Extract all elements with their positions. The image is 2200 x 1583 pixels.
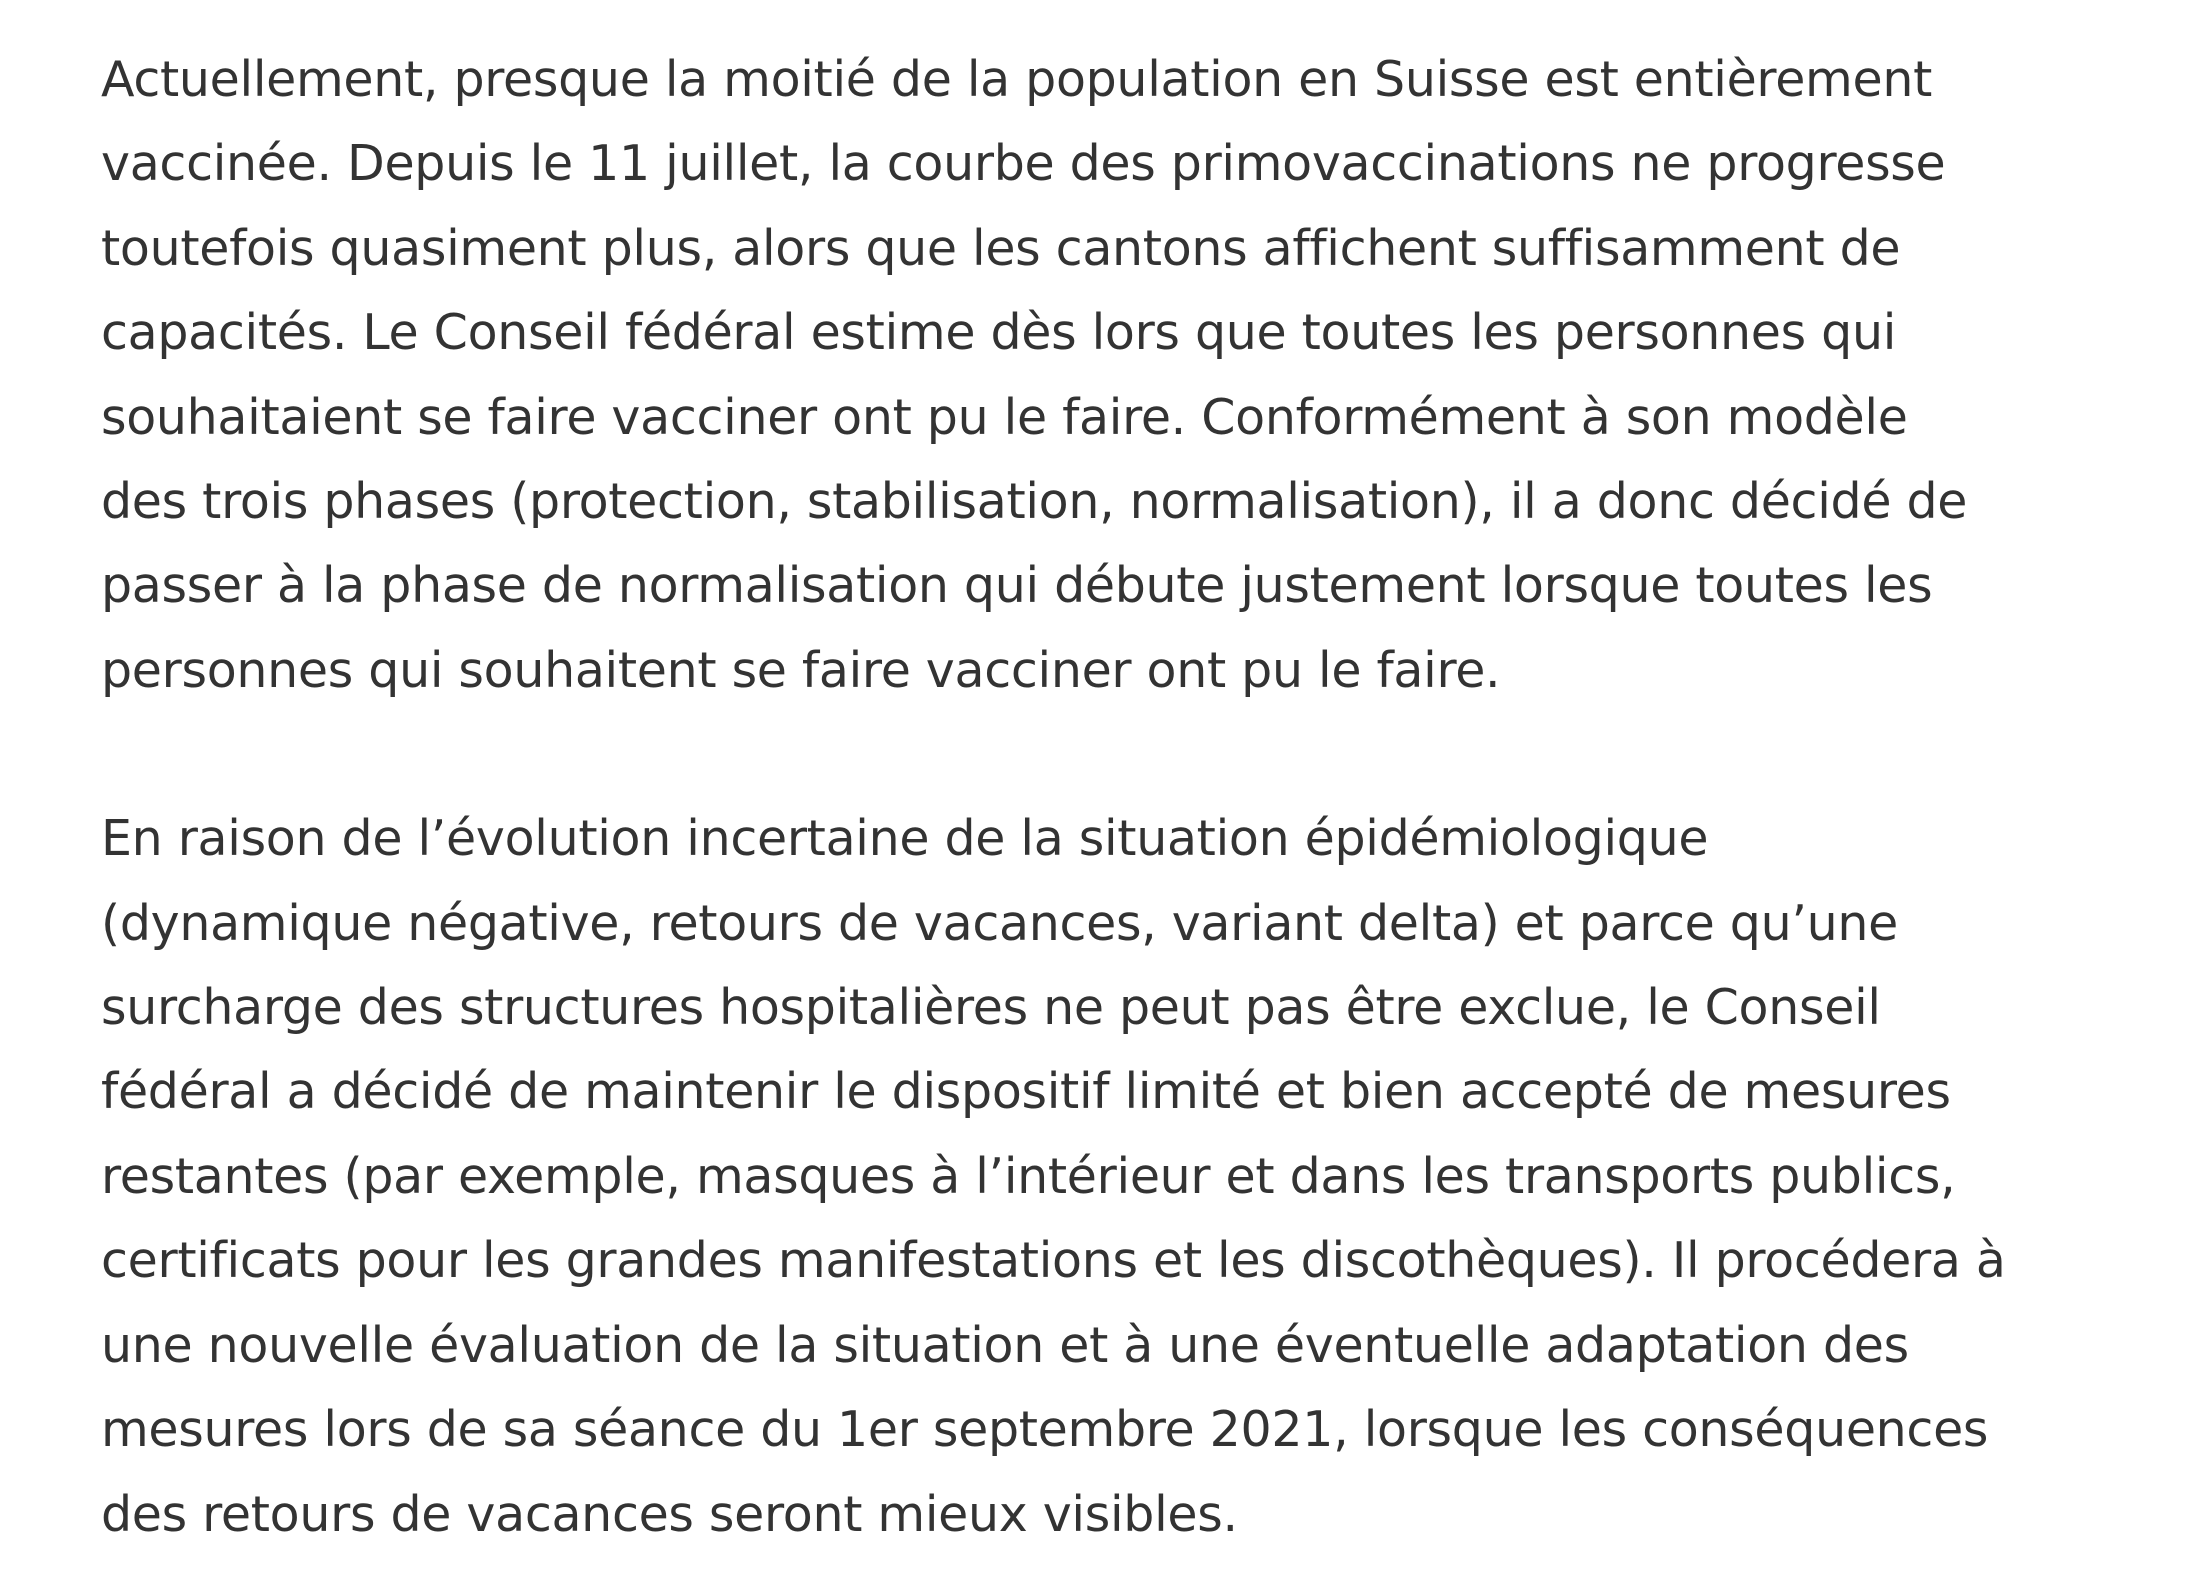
paragraph-mesures-restantes — [101, 797, 2141, 1557]
text-line: des retours de vacances seront mieux visibles. — [101, 1485, 1238, 1543]
text-line: vaccinée. Depuis le 11 juillet, la courbe des primovaccinations ne progresse — [101, 135, 1946, 193]
text-line: fédéral a décidé de maintenir le dispositif limité et bien accepté de mesures — [101, 1063, 1951, 1121]
text-line: (dynamique négative, retours de vacances, variant delta) et parce qu’une — [101, 894, 1898, 952]
text-line: des trois phases (protection, stabilisation, normalisation), il a donc décidé de — [101, 473, 1968, 531]
text-line: surcharge des structures hospitalières ne peut pas être exclue, le Conseil — [101, 979, 1881, 1037]
text-line: passer à la phase de normalisation qui débute justement lorsque toutes les — [101, 557, 1933, 615]
text-line: toutefois quasiment plus, alors que les cantons affichent suffisamment de — [101, 219, 1901, 277]
text-line: capacités. Le Conseil fédéral estime dès lors que toutes les personnes qui — [101, 304, 1897, 362]
text-line: restantes (par exemple, masques à l’intérieur et dans les transports publics, — [101, 1147, 1956, 1205]
text-line: Actuellement, presque la moitié de la population en Suisse est entièrement — [101, 51, 1932, 108]
text-line: souhaitaient se faire vacciner ont pu le faire. Conformément à son modèle — [101, 388, 1908, 446]
text-line: personnes qui souhaitent se faire vacciner ont pu le faire. — [101, 641, 1501, 699]
text-line: certificats pour les grandes manifestations et les discothèques). Il procédera à — [101, 1232, 2006, 1290]
article-body — [101, 38, 2141, 1557]
text-line: mesures lors de sa séance du 1er septembre 2021, lorsque les conséquences — [101, 1401, 1989, 1459]
text-line: une nouvelle évaluation de la situation et à une éventuelle adaptation des — [101, 1316, 1909, 1374]
text-line: En raison de l’évolution incertaine de la situation épidémiologique — [101, 810, 1709, 868]
paragraph-phase-normalisation — [101, 38, 2141, 713]
